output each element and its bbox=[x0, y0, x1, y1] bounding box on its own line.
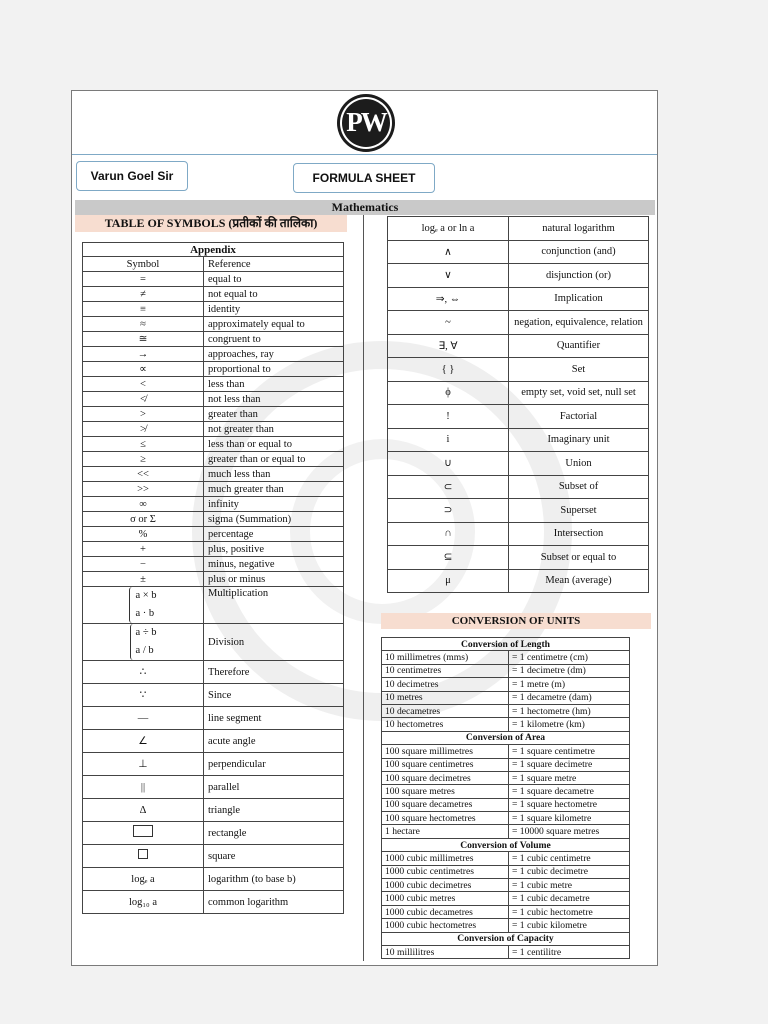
table-row bbox=[83, 684, 344, 707]
symbol-cell: logₑ a or ln a bbox=[388, 217, 509, 241]
table-row bbox=[83, 527, 344, 542]
symbol-cell: ∧ bbox=[388, 240, 509, 264]
table-row bbox=[382, 651, 630, 664]
symbol-cell: ~ bbox=[388, 311, 509, 335]
to-unit-cell: = 10000 square metres bbox=[509, 825, 630, 838]
table-row bbox=[382, 812, 630, 825]
reference-cell: natural logarithm bbox=[509, 217, 649, 241]
reference-cell: not equal to bbox=[204, 287, 344, 302]
symbol-cell: { } bbox=[388, 358, 509, 382]
table-row bbox=[83, 891, 344, 914]
symbol-cell: % bbox=[83, 527, 204, 542]
reference-cell: proportional to bbox=[204, 362, 344, 377]
symbol-cell: > bbox=[83, 407, 204, 422]
subject-bar: Mathematics bbox=[75, 200, 655, 215]
table-row bbox=[83, 661, 344, 684]
logic-set-symbols-table bbox=[387, 216, 649, 593]
symbol-cell: ≯ bbox=[83, 422, 204, 437]
reference-cell: Union bbox=[509, 452, 649, 476]
right-symbol-rows bbox=[388, 217, 649, 593]
section-title: Conversion of Capacity bbox=[382, 932, 630, 945]
from-unit-cell: 1000 cubic millimetres bbox=[382, 852, 509, 865]
symbol-cell: ≮ bbox=[83, 392, 204, 407]
reference-cell: Since bbox=[204, 684, 344, 707]
from-unit-cell: 10 centimetres bbox=[382, 664, 509, 677]
table-row bbox=[83, 542, 344, 557]
table-row bbox=[382, 785, 630, 798]
table-row bbox=[83, 799, 344, 822]
table-row bbox=[83, 587, 344, 624]
to-unit-cell: = 1 cubic centimetre bbox=[509, 852, 630, 865]
reference-cell: common logarithm bbox=[204, 891, 344, 914]
table-row bbox=[388, 499, 649, 523]
reference-cell: Intersection bbox=[509, 522, 649, 546]
reference-cell: Set bbox=[509, 358, 649, 382]
symbol-cell: >> bbox=[83, 482, 204, 497]
table-row bbox=[388, 264, 649, 288]
reference-cell: equal to bbox=[204, 272, 344, 287]
section-title: Conversion of Area bbox=[382, 731, 630, 744]
table-row bbox=[382, 758, 630, 771]
author-label: Varun Goel Sir bbox=[76, 161, 188, 191]
table-row bbox=[83, 272, 344, 287]
symbol-cell: ⊂ bbox=[388, 475, 509, 499]
conversion-section-header bbox=[382, 638, 630, 651]
table-row bbox=[388, 569, 649, 593]
table-row bbox=[83, 497, 344, 512]
reference-cell: infinity bbox=[204, 497, 344, 512]
reference-cell: line segment bbox=[204, 707, 344, 730]
table-row bbox=[382, 905, 630, 918]
to-unit-cell: = 1 cubic decametre bbox=[509, 892, 630, 905]
division-label: Division bbox=[204, 624, 344, 661]
table-row bbox=[388, 240, 649, 264]
symbol-cell: — bbox=[83, 707, 204, 730]
table-row bbox=[83, 572, 344, 587]
symbol-cell: ∝ bbox=[83, 362, 204, 377]
from-unit-cell: 100 square hectometres bbox=[382, 812, 509, 825]
table-row bbox=[83, 422, 344, 437]
table-row bbox=[83, 362, 344, 377]
symbol-cell: logₑ a bbox=[83, 868, 204, 891]
table-row bbox=[83, 557, 344, 572]
table-row bbox=[388, 546, 649, 570]
to-unit-cell: = 1 cubic decimetre bbox=[509, 865, 630, 878]
from-unit-cell: 1 hectare bbox=[382, 825, 509, 838]
symbol-cell: ± bbox=[83, 572, 204, 587]
appendix-title: Appendix bbox=[83, 243, 344, 257]
conversion-section-header bbox=[382, 838, 630, 851]
rectangle-label: rectangle bbox=[204, 822, 344, 845]
to-unit-cell: = 1 square centimetre bbox=[509, 745, 630, 758]
reference-cell: sigma (Summation) bbox=[204, 512, 344, 527]
reference-cell: minus, negative bbox=[204, 557, 344, 572]
reference-cell: not greater than bbox=[204, 422, 344, 437]
symbol-cell: → bbox=[83, 347, 204, 362]
table-row bbox=[83, 467, 344, 482]
conversion-rows bbox=[382, 638, 630, 959]
table-row bbox=[83, 776, 344, 799]
appendix-rows bbox=[83, 272, 344, 587]
to-unit-cell: = 1 square decimetre bbox=[509, 758, 630, 771]
table-row bbox=[382, 678, 630, 691]
reference-cell: acute angle bbox=[204, 730, 344, 753]
from-unit-cell: 1000 cubic centimetres bbox=[382, 865, 509, 878]
conversion-heading: CONVERSION OF UNITS bbox=[381, 613, 651, 629]
appendix-table bbox=[82, 242, 344, 914]
table-row bbox=[83, 707, 344, 730]
table-row bbox=[382, 718, 630, 731]
reference-cell: parallel bbox=[204, 776, 344, 799]
reference-cell: Imaginary unit bbox=[509, 428, 649, 452]
reference-cell: logarithm (to base b) bbox=[204, 868, 344, 891]
symbol-cell: ∠ bbox=[83, 730, 204, 753]
section-title: Conversion of Volume bbox=[382, 838, 630, 851]
symbol-cell: ϕ bbox=[388, 381, 509, 405]
from-unit-cell: 100 square centimetres bbox=[382, 758, 509, 771]
from-unit-cell: 1000 cubic decametres bbox=[382, 905, 509, 918]
table-row bbox=[382, 798, 630, 811]
symbol-cell: log₁₀ a bbox=[83, 891, 204, 914]
conversion-table bbox=[381, 637, 630, 959]
reference-cell: identity bbox=[204, 302, 344, 317]
reference-cell: perpendicular bbox=[204, 753, 344, 776]
table-row bbox=[382, 825, 630, 838]
symbol-cell: ≠ bbox=[83, 287, 204, 302]
symbol-cell: ∃, ∀ bbox=[388, 334, 509, 358]
col-reference-header: Reference bbox=[204, 257, 344, 272]
table-row bbox=[388, 428, 649, 452]
to-unit-cell: = 1 centimetre (cm) bbox=[509, 651, 630, 664]
reference-cell: less than or equal to bbox=[204, 437, 344, 452]
table-row bbox=[83, 332, 344, 347]
table-row bbox=[388, 475, 649, 499]
symbol-cell: ≡ bbox=[83, 302, 204, 317]
reference-cell: congruent to bbox=[204, 332, 344, 347]
to-unit-cell: = 1 decimetre (dm) bbox=[509, 664, 630, 677]
table-row bbox=[388, 287, 649, 311]
table-row bbox=[388, 405, 649, 429]
table-row bbox=[382, 919, 630, 932]
column-divider bbox=[363, 215, 364, 961]
conversion-section-header bbox=[382, 731, 630, 744]
table-row bbox=[382, 771, 630, 784]
symbol-cell: ∞ bbox=[83, 497, 204, 512]
to-unit-cell: = 1 square kilometre bbox=[509, 812, 630, 825]
symbol-cell: = bbox=[83, 272, 204, 287]
from-unit-cell: 100 square decimetres bbox=[382, 771, 509, 784]
square-label: square bbox=[204, 845, 344, 868]
table-row bbox=[382, 745, 630, 758]
reference-cell: Mean (average) bbox=[509, 569, 649, 593]
symbol-cell: ∴ bbox=[83, 661, 204, 684]
symbol-cell: ≅ bbox=[83, 332, 204, 347]
reference-cell: Subset or equal to bbox=[509, 546, 649, 570]
from-unit-cell: 1000 cubic hectometres bbox=[382, 919, 509, 932]
symbol-cell: ∵ bbox=[83, 684, 204, 707]
reference-cell: conjunction (and) bbox=[509, 240, 649, 264]
table-row bbox=[382, 865, 630, 878]
table-row bbox=[83, 868, 344, 891]
header-divider bbox=[72, 154, 657, 155]
reference-cell: approximately equal to bbox=[204, 317, 344, 332]
table-row bbox=[388, 522, 649, 546]
symbols-heading: TABLE OF SYMBOLS (प्रतीकों की तालिका) bbox=[75, 215, 347, 232]
table-row bbox=[83, 452, 344, 467]
to-unit-cell: = 1 kilometre (km) bbox=[509, 718, 630, 731]
reference-cell: Implication bbox=[509, 287, 649, 311]
to-unit-cell: = 1 square decametre bbox=[509, 785, 630, 798]
reference-cell: Factorial bbox=[509, 405, 649, 429]
symbol-cell: ∨ bbox=[388, 264, 509, 288]
reference-cell: greater than or equal to bbox=[204, 452, 344, 467]
from-unit-cell: 100 square millimetres bbox=[382, 745, 509, 758]
table-row bbox=[83, 624, 344, 661]
table-row bbox=[83, 845, 344, 868]
table-row bbox=[83, 407, 344, 422]
rectangle-icon bbox=[133, 825, 153, 837]
multiplication-label: Multiplication bbox=[204, 587, 344, 624]
table-row bbox=[83, 392, 344, 407]
appendix-rows-2 bbox=[83, 661, 344, 822]
conversion-section-header bbox=[382, 932, 630, 945]
symbol-cell: ≥ bbox=[83, 452, 204, 467]
symbol-cell: ≈ bbox=[83, 317, 204, 332]
table-row bbox=[83, 317, 344, 332]
table-row bbox=[382, 945, 630, 958]
table-row bbox=[382, 852, 630, 865]
table-row bbox=[83, 437, 344, 452]
reference-cell: Subset of bbox=[509, 475, 649, 499]
square-icon bbox=[138, 849, 148, 859]
symbol-cell: ≤ bbox=[83, 437, 204, 452]
symbol-cell: ! bbox=[388, 405, 509, 429]
formula-sheet-page bbox=[71, 90, 658, 966]
from-unit-cell: 10 hectometres bbox=[382, 718, 509, 731]
from-unit-cell: 10 millimetres (mms) bbox=[382, 651, 509, 664]
division-symbol: a ÷ b a / b bbox=[130, 624, 157, 660]
table-row bbox=[83, 753, 344, 776]
symbol-cell: ⊆ bbox=[388, 546, 509, 570]
table-row bbox=[83, 347, 344, 362]
to-unit-cell: = 1 hectometre (hm) bbox=[509, 704, 630, 717]
from-unit-cell: 10 decametres bbox=[382, 704, 509, 717]
symbol-cell: || bbox=[83, 776, 204, 799]
table-row bbox=[382, 879, 630, 892]
reference-cell: much less than bbox=[204, 467, 344, 482]
from-unit-cell: 100 square decametres bbox=[382, 798, 509, 811]
table-row bbox=[388, 217, 649, 241]
to-unit-cell: = 1 decametre (dam) bbox=[509, 691, 630, 704]
to-unit-cell: = 1 square metre bbox=[509, 771, 630, 784]
symbol-cell: − bbox=[83, 557, 204, 572]
symbol-cell: ∩ bbox=[388, 522, 509, 546]
from-unit-cell: 10 decimetres bbox=[382, 678, 509, 691]
symbol-cell: ⇒, ⇔ bbox=[388, 287, 509, 311]
reference-cell: disjunction (or) bbox=[509, 264, 649, 288]
reference-cell: not less than bbox=[204, 392, 344, 407]
reference-cell: Therefore bbox=[204, 661, 344, 684]
symbol-cell: ⊥ bbox=[83, 753, 204, 776]
table-row bbox=[388, 452, 649, 476]
symbol-cell: σ or Σ bbox=[83, 512, 204, 527]
table-row bbox=[382, 691, 630, 704]
multiplication-symbol: a × b a · b bbox=[129, 587, 156, 623]
table-row bbox=[382, 892, 630, 905]
to-unit-cell: = 1 cubic metre bbox=[509, 879, 630, 892]
symbol-cell: Δ bbox=[83, 799, 204, 822]
table-row bbox=[83, 730, 344, 753]
reference-cell: much greater than bbox=[204, 482, 344, 497]
table-row bbox=[388, 358, 649, 382]
reference-cell: plus or minus bbox=[204, 572, 344, 587]
table-row bbox=[382, 664, 630, 677]
reference-cell: plus, positive bbox=[204, 542, 344, 557]
symbol-cell: << bbox=[83, 467, 204, 482]
reference-cell: Quantifier bbox=[509, 334, 649, 358]
sheet-title: FORMULA SHEET bbox=[293, 163, 435, 193]
from-unit-cell: 10 metres bbox=[382, 691, 509, 704]
symbol-cell: < bbox=[83, 377, 204, 392]
table-row bbox=[83, 302, 344, 317]
to-unit-cell: = 1 square hectometre bbox=[509, 798, 630, 811]
from-unit-cell: 100 square metres bbox=[382, 785, 509, 798]
symbol-cell: μ bbox=[388, 569, 509, 593]
col-symbol-header: Symbol bbox=[83, 257, 204, 272]
reference-cell: negation, equivalence, relation bbox=[509, 311, 649, 335]
table-row bbox=[388, 311, 649, 335]
reference-cell: percentage bbox=[204, 527, 344, 542]
symbol-cell: ∪ bbox=[388, 452, 509, 476]
to-unit-cell: = 1 cubic kilometre bbox=[509, 919, 630, 932]
table-row bbox=[388, 334, 649, 358]
appendix-log-rows bbox=[83, 868, 344, 914]
reference-cell: approaches, ray bbox=[204, 347, 344, 362]
symbol-cell: ⊃ bbox=[388, 499, 509, 523]
symbol-cell: i bbox=[388, 428, 509, 452]
to-unit-cell: = 1 metre (m) bbox=[509, 678, 630, 691]
reference-cell: empty set, void set, null set bbox=[509, 381, 649, 405]
from-unit-cell: 1000 cubic metres bbox=[382, 892, 509, 905]
from-unit-cell: 10 millilitres bbox=[382, 945, 509, 958]
reference-cell: Superset bbox=[509, 499, 649, 523]
table-row bbox=[83, 482, 344, 497]
table-row bbox=[83, 822, 344, 845]
pw-logo: PW bbox=[340, 97, 392, 149]
from-unit-cell: 1000 cubic decimetres bbox=[382, 879, 509, 892]
reference-cell: less than bbox=[204, 377, 344, 392]
reference-cell: greater than bbox=[204, 407, 344, 422]
table-row bbox=[83, 377, 344, 392]
to-unit-cell: = 1 cubic hectometre bbox=[509, 905, 630, 918]
section-title: Conversion of Length bbox=[382, 638, 630, 651]
reference-cell: triangle bbox=[204, 799, 344, 822]
table-row bbox=[83, 287, 344, 302]
table-row bbox=[388, 381, 649, 405]
to-unit-cell: = 1 centilitre bbox=[509, 945, 630, 958]
table-row bbox=[382, 704, 630, 717]
table-row bbox=[83, 512, 344, 527]
symbol-cell: + bbox=[83, 542, 204, 557]
